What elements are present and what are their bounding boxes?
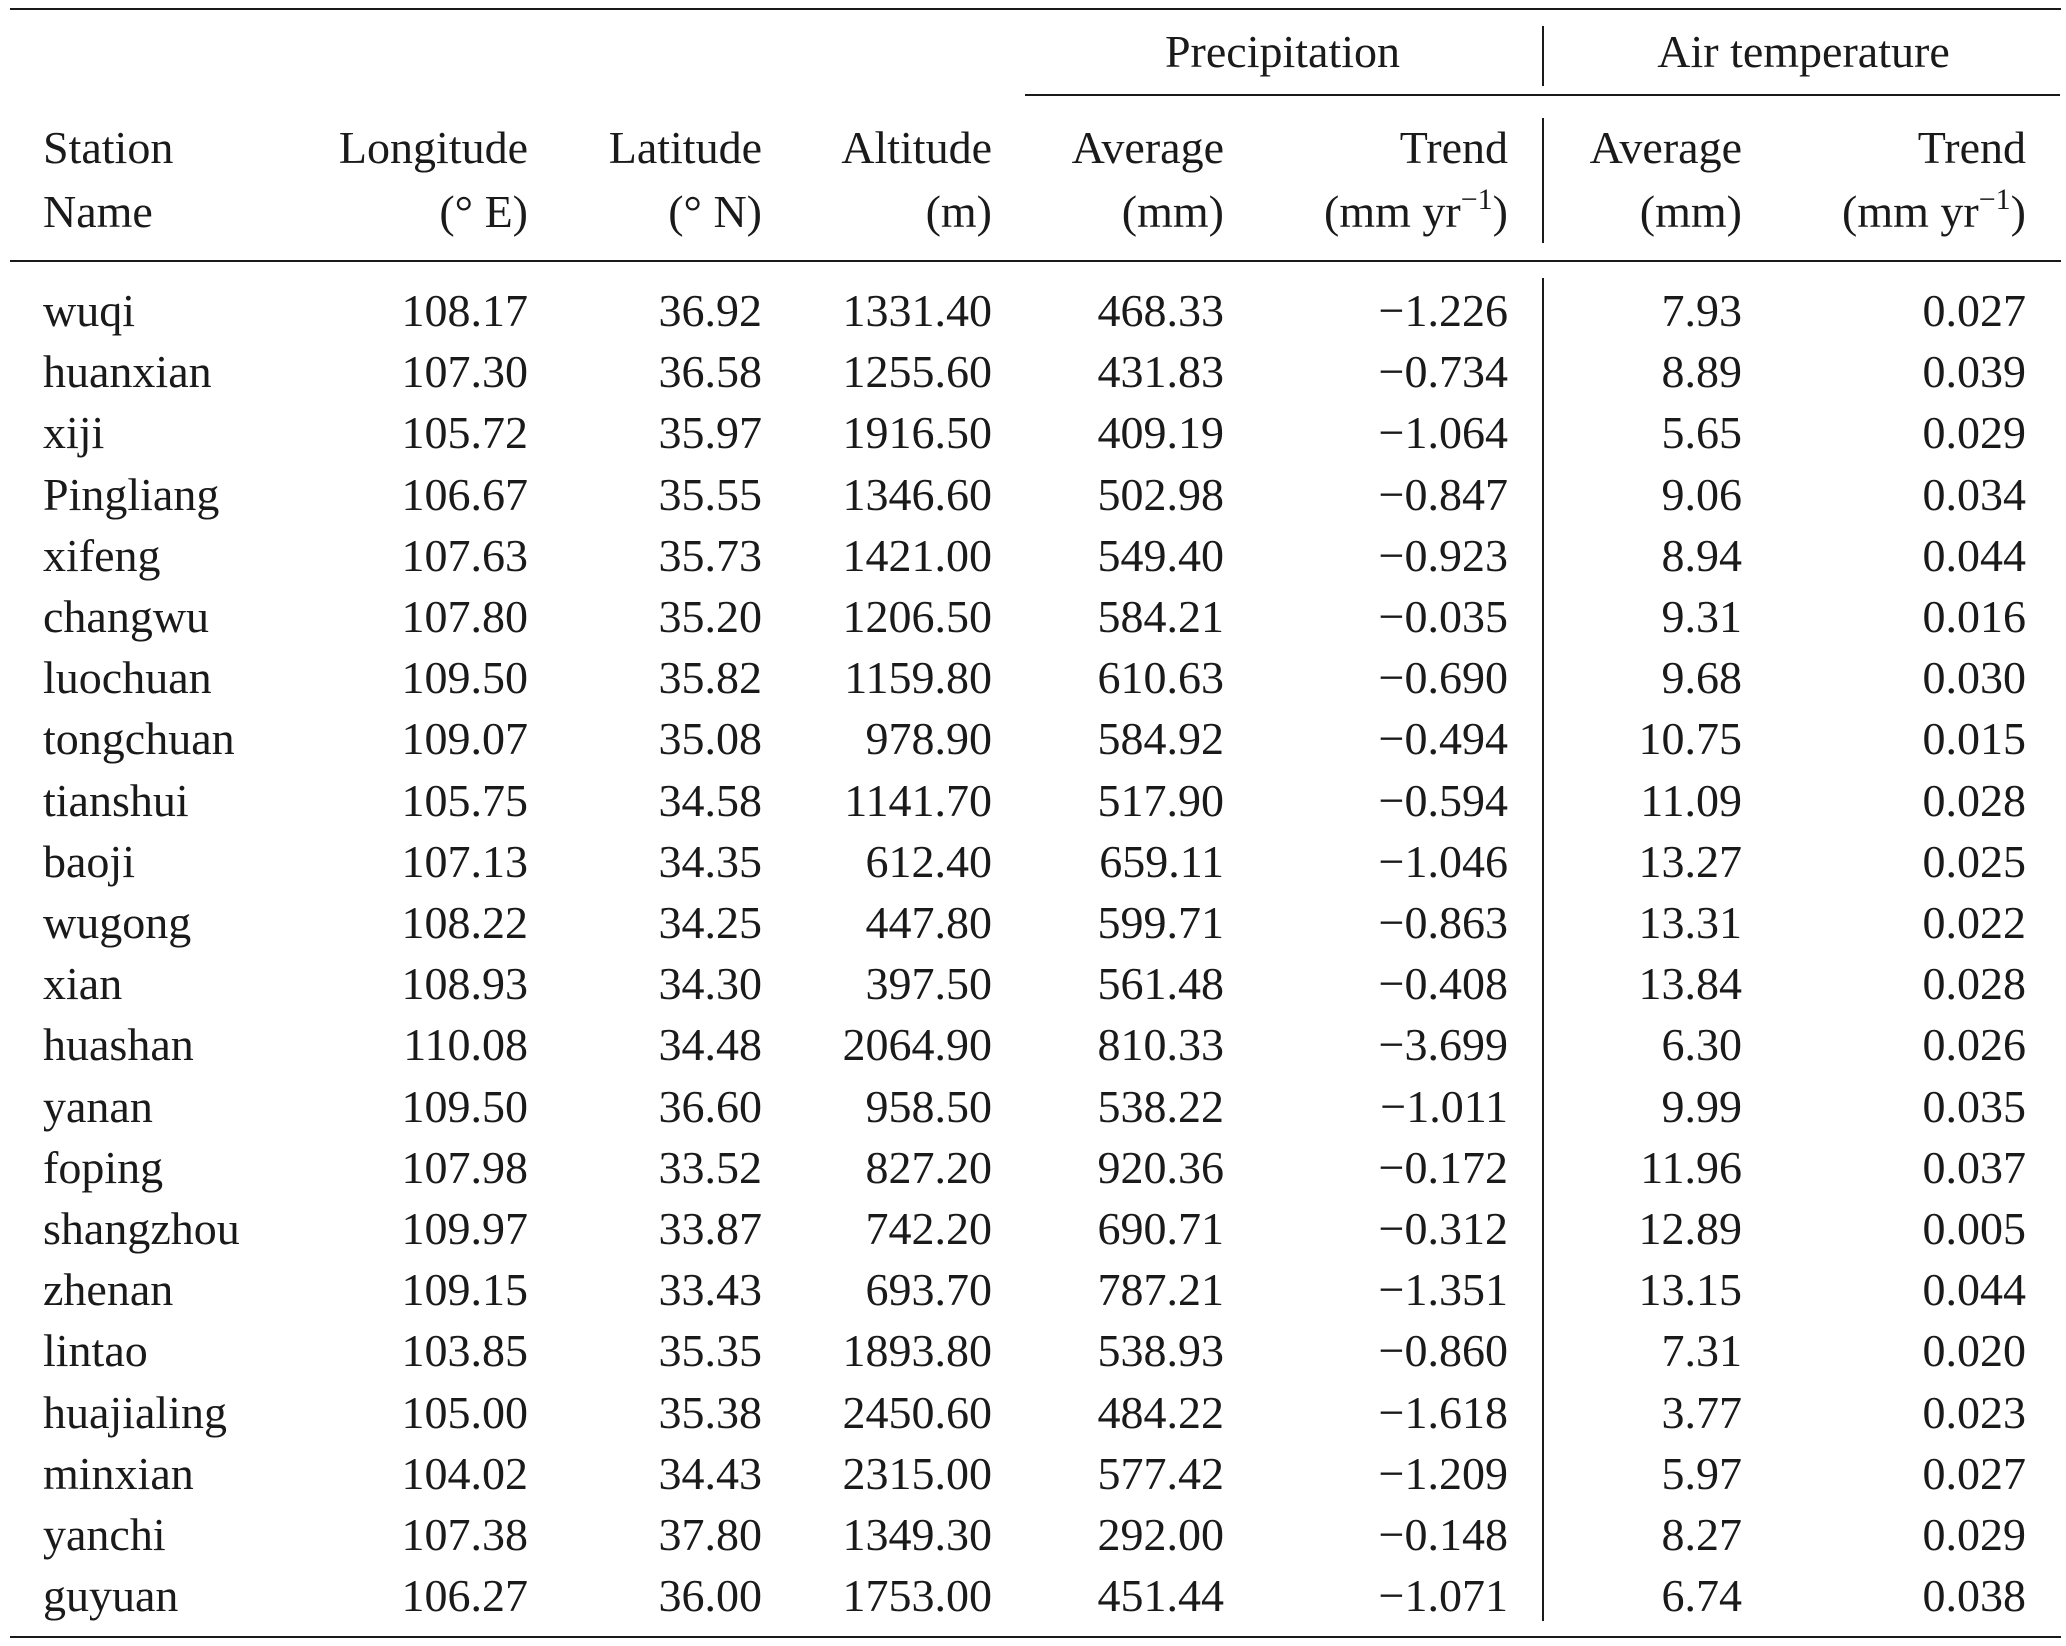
cell-station: xiji bbox=[43, 407, 105, 459]
cell-longitude: 107.30 bbox=[401, 346, 528, 398]
cell-altitude: 612.40 bbox=[865, 835, 992, 887]
precipitation-cmidrule bbox=[1025, 94, 2060, 96]
cell-temp-avg: 9.31 bbox=[1661, 591, 1742, 642]
cell-station: xian bbox=[43, 958, 123, 1010]
cell-temp-avg: 12.89 bbox=[1638, 1203, 1742, 1254]
header-precip-trend-line1: Trend bbox=[1399, 122, 1508, 173]
header-temp-avg-line2 bbox=[1639, 186, 1742, 237]
header-altitude-line2 bbox=[925, 186, 992, 237]
cell-altitude: 1141.70 bbox=[844, 774, 992, 826]
cell-longitude: 105.75 bbox=[401, 774, 528, 826]
cell-precip-avg: 577.42 bbox=[1097, 1447, 1224, 1499]
header-altitude-line1: Altitude bbox=[841, 122, 992, 173]
cell-precip-avg: 538.22 bbox=[1097, 1080, 1224, 1132]
cell-precip-avg: 561.48 bbox=[1097, 958, 1224, 1010]
cell-station: wugong bbox=[43, 897, 192, 948]
cell-station: shangzhou bbox=[43, 1203, 240, 1254]
cell-precip-avg: 549.40 bbox=[1097, 529, 1224, 581]
cell-precip-trend: −0.690 bbox=[1378, 652, 1508, 704]
cell-latitude: 35.73 bbox=[658, 529, 762, 581]
cell-latitude: 36.58 bbox=[658, 346, 762, 398]
header-station-unit: Name bbox=[43, 186, 153, 237]
cell-temp-trend: 0.038 bbox=[1922, 1570, 2026, 1622]
cell-latitude: 34.35 bbox=[658, 835, 762, 887]
cell-longitude: 109.97 bbox=[401, 1203, 528, 1254]
cell-longitude: 109.15 bbox=[401, 1264, 528, 1316]
header-precip-avg-unit: (mm) bbox=[1121, 186, 1224, 237]
cell-precip-avg: 468.33 bbox=[1097, 285, 1224, 336]
cell-altitude: 2064.90 bbox=[842, 1019, 992, 1071]
cell-precip-trend: −0.863 bbox=[1378, 897, 1508, 948]
cell-temp-avg: 5.65 bbox=[1661, 407, 1742, 459]
header-precip-avg-line1: Average bbox=[1071, 122, 1224, 173]
cell-precip-trend: −1.071 bbox=[1378, 1570, 1508, 1622]
cell-altitude: 958.50 bbox=[865, 1080, 992, 1132]
cell-temp-avg: 8.94 bbox=[1661, 529, 1742, 581]
cell-longitude: 109.07 bbox=[401, 713, 528, 765]
cell-altitude: 2450.60 bbox=[842, 1386, 992, 1438]
header-temp-trend-line1: Trend bbox=[1917, 122, 2026, 173]
cell-precip-avg: 484.22 bbox=[1097, 1386, 1224, 1438]
cell-temp-avg: 9.06 bbox=[1661, 468, 1742, 520]
cell-latitude: 35.35 bbox=[658, 1325, 762, 1377]
cell-temp-avg: 6.74 bbox=[1661, 1570, 1742, 1622]
cell-precip-trend: −1.064 bbox=[1378, 407, 1508, 459]
header-altitude-unit: (m) bbox=[925, 186, 992, 237]
cell-altitude: 742.20 bbox=[865, 1203, 992, 1254]
cell-altitude: 447.80 bbox=[865, 897, 992, 948]
cell-altitude: 827.20 bbox=[865, 1141, 992, 1193]
cell-station: baoji bbox=[43, 835, 135, 887]
cell-precip-trend: −0.172 bbox=[1378, 1141, 1508, 1193]
cell-temp-trend: 0.005 bbox=[1922, 1203, 2026, 1254]
cell-station: luochuan bbox=[43, 652, 212, 704]
cell-temp-trend: 0.044 bbox=[1922, 529, 2026, 581]
header-longitude-unit: (° E) bbox=[439, 186, 528, 237]
cell-station: guyuan bbox=[43, 1570, 179, 1622]
bottom-rule bbox=[10, 1636, 2061, 1638]
cell-station: changwu bbox=[43, 591, 210, 642]
cell-temp-avg: 3.77 bbox=[1661, 1386, 1742, 1438]
cell-station: huajialing bbox=[43, 1386, 227, 1438]
header-rule bbox=[10, 260, 2061, 262]
cell-precip-trend: −1.209 bbox=[1378, 1447, 1508, 1499]
cell-station: minxian bbox=[43, 1447, 194, 1499]
cell-latitude: 35.82 bbox=[658, 652, 762, 704]
cell-station: huanxian bbox=[43, 346, 212, 398]
cell-temp-avg: 13.27 bbox=[1638, 835, 1742, 887]
cell-longitude: 106.27 bbox=[401, 1570, 528, 1622]
header-temp-avg-unit: (mm) bbox=[1639, 186, 1742, 237]
cell-station: tianshui bbox=[43, 774, 189, 826]
cell-station: tongchuan bbox=[43, 713, 235, 765]
top-rule bbox=[10, 8, 2061, 10]
cell-longitude: 109.50 bbox=[401, 652, 528, 704]
cell-temp-avg: 8.27 bbox=[1661, 1509, 1742, 1560]
cell-temp-trend: 0.022 bbox=[1922, 897, 2026, 948]
cell-altitude: 1916.50 bbox=[842, 407, 992, 459]
cell-longitude: 108.17 bbox=[401, 285, 528, 336]
cell-station: foping bbox=[43, 1141, 164, 1193]
cell-latitude: 35.97 bbox=[658, 407, 762, 459]
cell-precip-avg: 659.11 bbox=[1099, 835, 1224, 887]
cell-station: yanan bbox=[43, 1080, 153, 1132]
cell-temp-avg: 10.75 bbox=[1638, 713, 1742, 765]
cell-temp-avg: 7.93 bbox=[1661, 285, 1742, 336]
cell-longitude: 107.38 bbox=[401, 1509, 528, 1560]
header-temp-trend-line2 bbox=[1842, 183, 2026, 237]
cell-precip-trend: −0.594 bbox=[1378, 774, 1508, 826]
cell-precip-trend: −0.148 bbox=[1378, 1509, 1508, 1560]
cell-latitude: 33.43 bbox=[658, 1264, 762, 1316]
cell-precip-trend: −0.035 bbox=[1378, 591, 1508, 642]
cell-station: wuqi bbox=[43, 285, 135, 336]
cell-longitude: 107.80 bbox=[401, 591, 528, 642]
cell-longitude: 104.02 bbox=[401, 1447, 528, 1499]
cell-precip-trend: −3.699 bbox=[1378, 1019, 1508, 1071]
cell-latitude: 36.00 bbox=[658, 1570, 762, 1622]
group-separator-top bbox=[1542, 26, 1544, 86]
cell-latitude: 34.25 bbox=[658, 897, 762, 948]
cell-longitude: 103.85 bbox=[401, 1325, 528, 1377]
cell-precip-trend: −1.351 bbox=[1378, 1264, 1508, 1316]
cell-temp-trend: 0.026 bbox=[1922, 1019, 2026, 1071]
cell-precip-avg: 690.71 bbox=[1097, 1203, 1224, 1254]
cell-station: xifeng bbox=[43, 529, 161, 581]
cell-longitude: 106.67 bbox=[401, 468, 528, 520]
cell-temp-avg: 13.15 bbox=[1638, 1264, 1742, 1316]
cell-latitude: 34.43 bbox=[658, 1447, 762, 1499]
cell-temp-trend: 0.030 bbox=[1922, 652, 2026, 704]
header-precip-trend-unit-exponent: −1 bbox=[1460, 183, 1493, 216]
cell-precip-trend: −1.618 bbox=[1378, 1386, 1508, 1438]
group-header-precipitation: Precipitation bbox=[1164, 26, 1401, 77]
cell-temp-avg: 13.84 bbox=[1638, 958, 1742, 1010]
cell-longitude: 108.93 bbox=[401, 958, 528, 1010]
cell-altitude: 2315.00 bbox=[842, 1447, 992, 1499]
cell-longitude: 105.00 bbox=[401, 1386, 528, 1438]
cell-temp-avg: 7.31 bbox=[1661, 1325, 1742, 1377]
header-temp-trend-unit-close: ) bbox=[2010, 186, 2026, 237]
cell-precip-avg: 599.71 bbox=[1097, 897, 1224, 948]
cell-latitude: 35.38 bbox=[658, 1386, 762, 1438]
cell-altitude: 1206.50 bbox=[842, 591, 992, 642]
cell-temp-trend: 0.027 bbox=[1922, 285, 2026, 336]
cell-precip-trend: −0.734 bbox=[1378, 346, 1508, 398]
cell-precip-trend: −0.408 bbox=[1378, 958, 1508, 1010]
cell-precip-avg: 920.36 bbox=[1097, 1141, 1224, 1193]
cell-station: Pingliang bbox=[43, 468, 220, 520]
cell-temp-avg: 9.99 bbox=[1661, 1080, 1742, 1132]
header-temp-trend-unit-exponent: −1 bbox=[1978, 183, 2011, 216]
cell-temp-trend: 0.025 bbox=[1922, 835, 2026, 887]
cell-altitude: 1753.00 bbox=[842, 1570, 992, 1622]
cell-temp-trend: 0.027 bbox=[1922, 1447, 2026, 1499]
cell-temp-avg: 6.30 bbox=[1661, 1019, 1742, 1071]
cell-latitude: 34.30 bbox=[658, 958, 762, 1010]
cell-precip-avg: 787.21 bbox=[1097, 1264, 1224, 1316]
header-temp-avg-line1: Average bbox=[1589, 122, 1742, 173]
cell-station: huashan bbox=[43, 1019, 194, 1071]
cell-precip-avg: 517.90 bbox=[1097, 774, 1224, 826]
cell-latitude: 36.92 bbox=[658, 285, 762, 336]
cell-longitude: 108.22 bbox=[401, 897, 528, 948]
cell-precip-avg: 810.33 bbox=[1097, 1019, 1224, 1071]
cell-temp-avg: 5.97 bbox=[1661, 1447, 1742, 1499]
cell-precip-avg: 584.21 bbox=[1097, 591, 1224, 642]
cell-precip-trend: −1.046 bbox=[1378, 835, 1508, 887]
cell-altitude: 1421.00 bbox=[842, 529, 992, 581]
cell-temp-trend: 0.039 bbox=[1922, 346, 2026, 398]
cell-latitude: 33.52 bbox=[658, 1141, 762, 1193]
cell-station: zhenan bbox=[43, 1264, 174, 1316]
header-longitude-line1: Longitude bbox=[338, 122, 528, 173]
cell-longitude: 105.72 bbox=[401, 407, 528, 459]
cell-precip-trend: −0.494 bbox=[1378, 713, 1508, 765]
group-header-air-temperature: Air temperature bbox=[1657, 26, 1950, 77]
cell-precip-avg: 431.83 bbox=[1097, 346, 1224, 398]
cell-temp-trend: 0.020 bbox=[1922, 1325, 2026, 1377]
cell-altitude: 1346.60 bbox=[842, 468, 992, 520]
cell-altitude: 1159.80 bbox=[844, 652, 992, 704]
cell-precip-avg: 584.92 bbox=[1097, 713, 1224, 765]
cell-altitude: 397.50 bbox=[865, 958, 992, 1010]
cell-temp-trend: 0.037 bbox=[1922, 1141, 2026, 1193]
cell-temp-avg: 9.68 bbox=[1661, 652, 1742, 704]
cell-temp-avg: 8.89 bbox=[1661, 346, 1742, 398]
cell-temp-trend: 0.029 bbox=[1922, 407, 2026, 459]
cell-altitude: 1331.40 bbox=[842, 285, 992, 336]
cell-altitude: 1255.60 bbox=[842, 346, 992, 398]
cell-temp-trend: 0.015 bbox=[1922, 713, 2026, 765]
cell-station: lintao bbox=[43, 1325, 148, 1377]
cell-temp-trend: 0.035 bbox=[1922, 1080, 2026, 1132]
cell-latitude: 35.55 bbox=[658, 468, 762, 520]
cell-precip-trend: −0.847 bbox=[1378, 468, 1508, 520]
cell-precip-avg: 610.63 bbox=[1097, 652, 1224, 704]
cell-temp-trend: 0.028 bbox=[1922, 774, 2026, 826]
cell-temp-trend: 0.023 bbox=[1922, 1386, 2026, 1438]
cell-latitude: 34.58 bbox=[658, 774, 762, 826]
cell-temp-trend: 0.028 bbox=[1922, 958, 2026, 1010]
group-separator-body bbox=[1542, 278, 1544, 1621]
header-precip-trend-line2 bbox=[1324, 183, 1508, 237]
cell-longitude: 109.50 bbox=[401, 1080, 528, 1132]
cell-precip-trend: −0.312 bbox=[1378, 1203, 1508, 1254]
cell-latitude: 34.48 bbox=[658, 1019, 762, 1071]
cell-altitude: 693.70 bbox=[865, 1264, 992, 1316]
cell-temp-avg: 13.31 bbox=[1638, 897, 1742, 948]
cell-longitude: 110.08 bbox=[403, 1019, 528, 1071]
cell-temp-avg: 11.09 bbox=[1640, 774, 1742, 826]
cell-precip-trend: −0.860 bbox=[1378, 1325, 1508, 1377]
cell-altitude: 1349.30 bbox=[842, 1509, 992, 1560]
cell-precip-avg: 292.00 bbox=[1097, 1509, 1224, 1560]
cell-longitude: 107.13 bbox=[401, 835, 528, 887]
cell-latitude: 35.08 bbox=[658, 713, 762, 765]
cell-temp-trend: 0.029 bbox=[1922, 1509, 2026, 1560]
header-latitude-line2 bbox=[668, 186, 762, 237]
cell-latitude: 36.60 bbox=[658, 1080, 762, 1132]
cell-precip-avg: 409.19 bbox=[1097, 407, 1224, 459]
header-temp-trend-unit: (mm yr bbox=[1842, 186, 1979, 237]
cell-precip-avg: 502.98 bbox=[1097, 468, 1224, 520]
cell-latitude: 35.20 bbox=[658, 591, 762, 642]
cell-station: yanchi bbox=[43, 1509, 166, 1560]
header-latitude-line1: Latitude bbox=[608, 122, 762, 173]
cell-latitude: 37.80 bbox=[658, 1509, 762, 1560]
cell-temp-trend: 0.016 bbox=[1922, 591, 2026, 642]
header-precip-trend-unit: (mm yr bbox=[1324, 186, 1461, 237]
cell-temp-trend: 0.034 bbox=[1922, 468, 2026, 520]
header-longitude-line2 bbox=[439, 186, 528, 237]
header-precip-avg-line2 bbox=[1121, 186, 1224, 237]
cell-altitude: 1893.80 bbox=[842, 1325, 992, 1377]
cell-temp-avg: 11.96 bbox=[1640, 1141, 1742, 1193]
cell-longitude: 107.98 bbox=[401, 1141, 528, 1193]
cell-precip-trend: −1.011 bbox=[1380, 1080, 1508, 1132]
cell-altitude: 978.90 bbox=[865, 713, 992, 765]
header-precip-trend-unit-close: ) bbox=[1492, 186, 1508, 237]
cell-longitude: 107.63 bbox=[401, 529, 528, 581]
header-latitude-unit: (° N) bbox=[668, 186, 762, 237]
cell-precip-avg: 538.93 bbox=[1097, 1325, 1224, 1377]
group-separator-header bbox=[1542, 118, 1544, 243]
header-station-line1: Station bbox=[43, 122, 174, 173]
cell-temp-trend: 0.044 bbox=[1922, 1264, 2026, 1316]
cell-latitude: 33.87 bbox=[658, 1203, 762, 1254]
cell-precip-trend: −0.923 bbox=[1378, 529, 1508, 581]
header-station-line2 bbox=[43, 186, 153, 237]
cell-precip-avg: 451.44 bbox=[1097, 1570, 1224, 1622]
cell-precip-trend: −1.226 bbox=[1378, 285, 1508, 336]
